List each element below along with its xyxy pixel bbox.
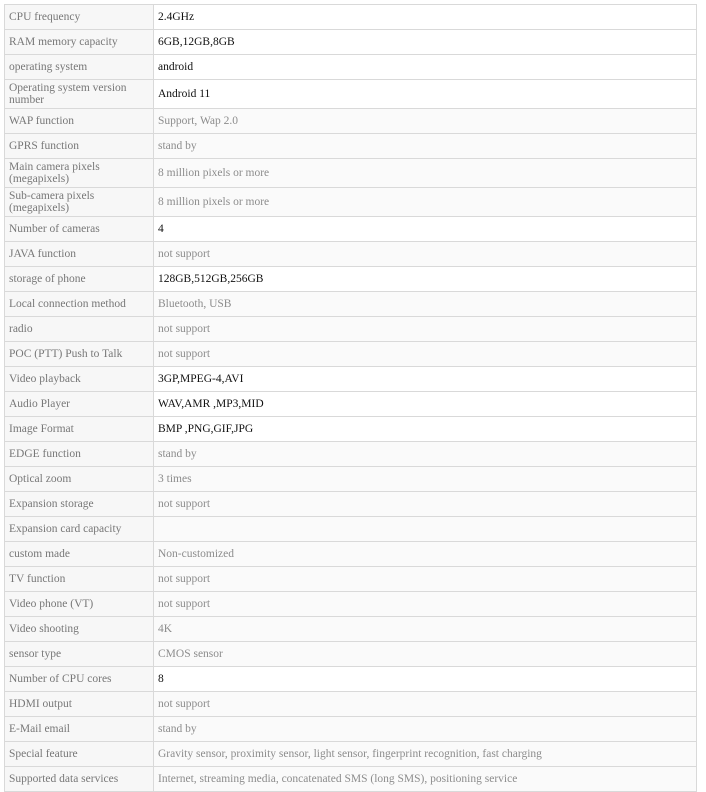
- spec-label: Special feature: [5, 742, 154, 767]
- spec-label: Sub-camera pixels (megapixels): [5, 188, 154, 217]
- spec-label: Number of CPU cores: [5, 667, 154, 692]
- spec-label: custom made: [5, 542, 154, 567]
- table-row: [5, 30, 697, 55]
- spec-value: Support, Wap 2.0: [154, 109, 697, 134]
- spec-value: 3 times: [154, 467, 697, 492]
- spec-label: Audio Player: [5, 392, 154, 417]
- spec-label: storage of phone: [5, 267, 154, 292]
- spec-value: 8 million pixels or more: [154, 159, 697, 188]
- spec-table: [4, 4, 697, 792]
- table-row: [5, 134, 697, 159]
- spec-label: Main camera pixels (megapixels): [5, 159, 154, 188]
- spec-value: stand by: [154, 134, 697, 159]
- table-row: [5, 642, 697, 667]
- spec-value: CMOS sensor: [154, 642, 697, 667]
- spec-label: Video playback: [5, 367, 154, 392]
- spec-label: TV function: [5, 567, 154, 592]
- table-row: [5, 159, 697, 188]
- table-row: [5, 292, 697, 317]
- spec-value: 4: [154, 217, 697, 242]
- table-row: [5, 717, 697, 742]
- table-row: [5, 542, 697, 567]
- spec-label: Expansion card capacity: [5, 517, 154, 542]
- table-row: [5, 442, 697, 467]
- table-row: [5, 317, 697, 342]
- table-row: [5, 492, 697, 517]
- spec-value: not support: [154, 692, 697, 717]
- table-row: [5, 392, 697, 417]
- table-row: [5, 109, 697, 134]
- table-row: [5, 467, 697, 492]
- table-row: [5, 342, 697, 367]
- spec-label: operating system: [5, 55, 154, 80]
- table-row: [5, 188, 697, 217]
- table-row: [5, 242, 697, 267]
- table-row: [5, 517, 697, 542]
- spec-value: 3GP,MPEG-4,AVI: [154, 367, 697, 392]
- table-row: [5, 80, 697, 109]
- spec-label: GPRS function: [5, 134, 154, 159]
- spec-value: not support: [154, 567, 697, 592]
- spec-value: 6GB,12GB,8GB: [154, 30, 697, 55]
- spec-value: not support: [154, 342, 697, 367]
- spec-value: 128GB,512GB,256GB: [154, 267, 697, 292]
- table-row: [5, 692, 697, 717]
- spec-label: Operating system version number: [5, 80, 154, 109]
- spec-label: Image Format: [5, 417, 154, 442]
- spec-label: sensor type: [5, 642, 154, 667]
- table-row: [5, 267, 697, 292]
- spec-label: Video shooting: [5, 617, 154, 642]
- spec-label: HDMI output: [5, 692, 154, 717]
- spec-value: Bluetooth, USB: [154, 292, 697, 317]
- spec-label: JAVA function: [5, 242, 154, 267]
- table-row: [5, 417, 697, 442]
- table-row: [5, 55, 697, 80]
- spec-label: Number of cameras: [5, 217, 154, 242]
- table-row: [5, 667, 697, 692]
- table-row: [5, 367, 697, 392]
- table-row: [5, 742, 697, 767]
- table-row: [5, 217, 697, 242]
- spec-value: not support: [154, 317, 697, 342]
- spec-value: not support: [154, 592, 697, 617]
- spec-label: E-Mail email: [5, 717, 154, 742]
- table-row: [5, 767, 697, 792]
- spec-value: 2.4GHz: [154, 5, 697, 30]
- spec-label: RAM memory capacity: [5, 30, 154, 55]
- spec-value: 4K: [154, 617, 697, 642]
- spec-label: Expansion storage: [5, 492, 154, 517]
- spec-label: Optical zoom: [5, 467, 154, 492]
- spec-label: Local connection method: [5, 292, 154, 317]
- spec-value: not support: [154, 492, 697, 517]
- spec-value: WAV,AMR ,MP3,MID: [154, 392, 697, 417]
- spec-value: Internet, streaming media, concatenated SMS (long SMS), positioning service: [154, 767, 697, 792]
- spec-label: Supported data services: [5, 767, 154, 792]
- spec-label: radio: [5, 317, 154, 342]
- spec-value: Non-customized: [154, 542, 697, 567]
- spec-value: [154, 517, 697, 542]
- table-row: [5, 5, 697, 30]
- spec-value: not support: [154, 242, 697, 267]
- spec-value: Android 11: [154, 80, 697, 109]
- table-row: [5, 592, 697, 617]
- spec-label: EDGE function: [5, 442, 154, 467]
- spec-table-body: [5, 5, 697, 792]
- table-row: [5, 567, 697, 592]
- spec-value: BMP ,PNG,GIF,JPG: [154, 417, 697, 442]
- spec-value: android: [154, 55, 697, 80]
- spec-value: 8: [154, 667, 697, 692]
- spec-label: POC (PTT) Push to Talk: [5, 342, 154, 367]
- spec-label: Video phone (VT): [5, 592, 154, 617]
- spec-value: stand by: [154, 442, 697, 467]
- spec-value: 8 million pixels or more: [154, 188, 697, 217]
- spec-value: stand by: [154, 717, 697, 742]
- table-row: [5, 617, 697, 642]
- spec-label: CPU frequency: [5, 5, 154, 30]
- spec-value: Gravity sensor, proximity sensor, light sensor, fingerprint recognition, fast charging: [154, 742, 697, 767]
- spec-label: WAP function: [5, 109, 154, 134]
